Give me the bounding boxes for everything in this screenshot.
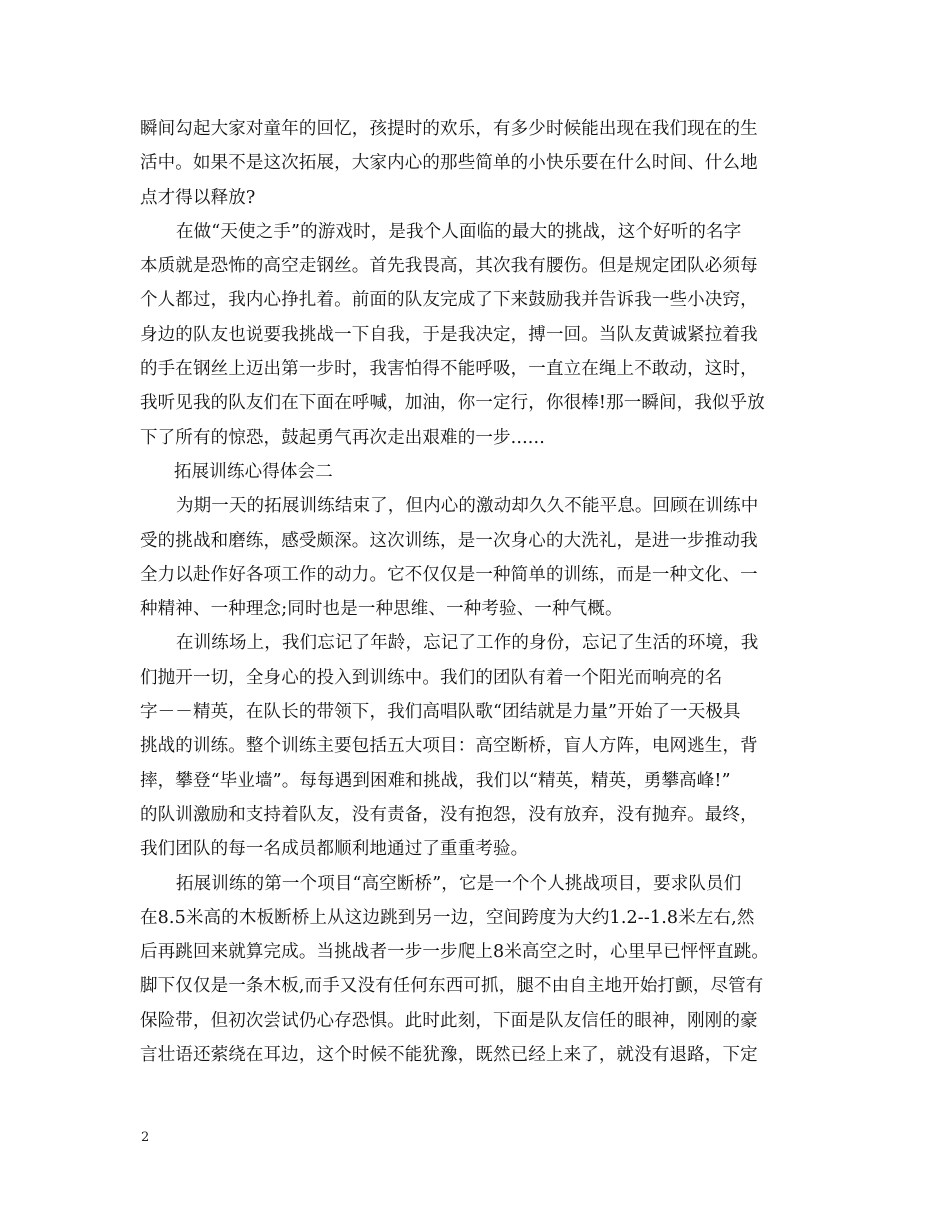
- text-line: 本质就是恐怖的高空走钢丝。首先我畏高，其次我有腰伤。但是规定团队必须每: [140, 256, 758, 277]
- text-line: 受的挑战和磨练，感受颇深。这次训练，是一次身心的大洗礼，是进一步推动我: [140, 530, 758, 551]
- text-line: 为期一天的拓展训练结束了，但内心的激动却久久不能平息。回顾在训练中: [176, 496, 759, 517]
- text-line: 全力以赴作好各项工作的动力。它不仅仅是一种简单的训练，而是一种文化、一: [140, 564, 758, 585]
- text-line: 言壮语还萦绕在耳边，这个时候不能犹豫，既然已经上来了，就没有退路，下定: [140, 1045, 758, 1066]
- text-line: 的队训激励和支持着队友，没有责备，没有抱怨，没有放弃，没有抛弃。最终，: [140, 804, 758, 825]
- text-line: 在8.5米高的木板断桥上从这边跳到另一边，空间跨度为大约1.2--1.8米左右,然: [140, 907, 755, 928]
- text-line: 脚下仅仅是一条木板,而手又没有任何东西可抓，腿不由自主地开始打颤，尽管有: [140, 976, 764, 997]
- text-line: 拓展训练的第一个项目“高空断桥”，它是一个个人挑战项目，要求队员们: [176, 873, 742, 894]
- text-line: 在训练场上，我们忘记了年龄，忘记了工作的身份，忘记了生活的环境，我: [176, 633, 759, 654]
- text-line: 活中。如果不是这次拓展，大家内心的那些简单的小快乐要在什么时间、什么地: [140, 153, 758, 174]
- text-line: 我们团队的每一名成员都顺利地通过了重重考验。: [140, 839, 529, 860]
- page-number: 2: [141, 1130, 150, 1145]
- text-line: 的手在钢丝上迈出第一步时，我害怕得不能呼吸，一直立在绳上不敢动，这时，: [140, 359, 758, 380]
- text-line: 身边的队友也说要我挑战一下自我，于是我决定，搏一回。当队友黄诚紧拉着我: [140, 324, 758, 345]
- text-line: 瞬间勾起大家对童年的回忆，孩提时的欢乐，有多少时候能出现在我们现在的生: [140, 119, 758, 139]
- text-line: 点才得以释放?: [140, 187, 256, 208]
- text-line: 个人都过，我内心挣扎着。前面的队友完成了下来鼓励我并告诉我一些小决窍，: [140, 290, 758, 311]
- text-line: 摔，攀登“毕业墙”。每每遇到困难和挑战，我们以“精英，精英，勇攀高峰!”: [140, 770, 731, 791]
- text-line: 保险带，但初次尝试仍心存恐惧。此时此刻，下面是队友信任的眼神，刚刚的豪: [140, 1010, 758, 1031]
- section-heading: 拓展训练心得体会二: [174, 461, 333, 482]
- text-line: 挑战的训练。整个训练主要包括五大项目：高空断桥，盲人方阵，电网逃生，背: [140, 736, 758, 757]
- text-line: 们抛开一切，全身心的投入到训练中。我们的团队有着一个阳光而响亮的名: [140, 667, 723, 688]
- text-line: 在做“天使之手”的游戏时，是我个人面临的最大的挑战，这个好听的名字: [176, 221, 742, 242]
- text-line: 我听见我的队友们在下面在呼喊，加油，你一定行，你很棒!那一瞬间，我似乎放: [140, 393, 765, 414]
- text-line: 字－－精英，在队长的带领下，我们高唱队歌“团结就是力量”开始了一天极具: [140, 702, 741, 723]
- text-line: 种精神、一种理念;同时也是一种思维、一种考验、一种气概。: [140, 599, 623, 620]
- text-line: 后再跳回来就算完成。当挑战者一步一步爬上8米高空之时，心里早已怦怦直跳。: [140, 942, 770, 963]
- text-line: 下了所有的惊恐，鼓起勇气再次走出艰难的一步......: [140, 427, 545, 448]
- document-body: [140, 112, 820, 1072]
